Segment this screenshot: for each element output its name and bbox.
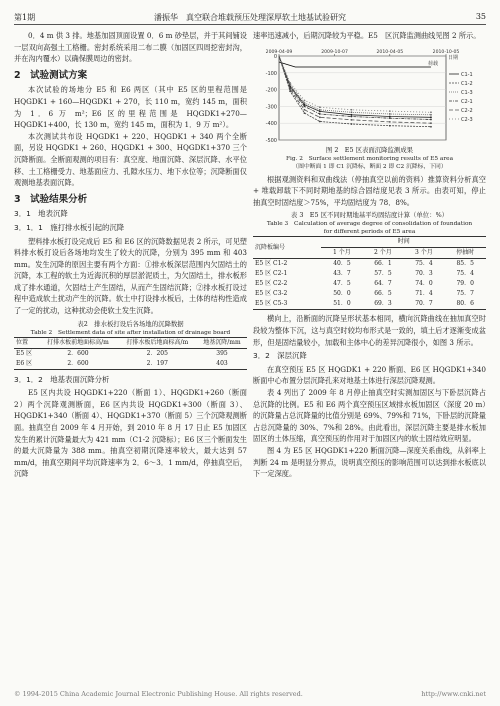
y-tick-label: -300 [265,103,277,110]
running-title: 潘振华 真空联合堆载预压处理深厚软土地基试验研究 [154,13,346,22]
footer [14,690,486,698]
data-point [304,99,306,101]
section-3-1-1-paragraph: 塑料排水板打设完成后 E5 和 E6 区的沉降数据见表 2 所示，可见塑料排水板打设后各场地均发生了较大的沉降，分别为 395 mm 和 403 mm。发生沉降的原因主要有两个方面：①排水板深层范围内欠固结土的沉降，本工程的软土为近海沉积的厚层淤泥质土，为欠固结土，排水板形成了排水通道，欠固结土产生固结，从而产生固结沉降；②排水板打设过程中造成软土扰动产生的沉降。软土中打设排水板后，土体的结构性造成了一定的扰动，这种扰动会使软土发生沉降。 [14,236,247,316]
after-figure-paragraph: 根据观测资料和双曲线法（停抽真空以前的资料）推算资料分析真空 + 堆载卸载下不同时期地基的综合固结度见表 3 所示。由表可知，停止抽真空时固结度＞75%，平均固结度为 78．8%。 [253,174,486,207]
data-point [389,113,391,115]
section-2-heading: 2 试验测试方案 [14,69,88,81]
table-cell: 2．197 [146,359,168,367]
data-point [389,124,391,126]
table-cell: 2．205 [146,349,168,357]
table-3-header: 停抽时 [456,249,475,257]
table-3-group-row [253,237,486,248]
load-annotation: 荷载 [428,60,439,67]
table-3-caption-en-2: for different periods of E5 area [323,229,416,236]
table-3-header: 2 个月 [374,249,392,257]
table-3-group-header: 时间 [321,237,486,248]
section-3-2-paragraph-3: 图 4 为 E5 区 HQGDK1+220 断面沉降—深度关系曲线，从斜率上判断 24 m 是明显分界点，说明真空预压的影响范围可以达到排水板底以下一定深度。 [253,445,486,479]
data-point [351,123,353,125]
data-point [319,113,321,115]
data-point [351,119,353,121]
right-column [253,30,486,480]
data-point [351,113,353,115]
page-number: 35 [475,12,486,21]
table-cell: 47．5 [333,280,351,288]
data-point [304,105,306,107]
data-point [389,110,391,112]
table-cell: 395 [216,349,228,357]
legend-label: C2-1 [461,98,473,105]
table-cell: 57．5 [374,270,392,278]
section-3-1-heading: 3．1 地表沉降 [14,209,68,219]
data-point [304,102,306,104]
legend-label: C1-2 [461,80,473,87]
legend-label: C2-3 [461,116,473,123]
section-3-1-1-heading: 3．1．1 施打排水板引起的沉降 [14,222,125,232]
table-2-header: 地基沉降/mm [203,338,241,346]
table-cell: 66．1 [374,260,392,268]
x-tick-label: 2010-04-05 [376,49,404,55]
table-cell: E5 区 C5-3 [255,300,288,308]
data-point [319,108,321,110]
table-3-header: 1 个月 [333,249,351,257]
section-3-2-paragraph-2: 表 4 列出了 2009 年 8 月停止抽真空时实测加固区与下卧层沉降占总沉降的比例。E5 和 E6 两个真空预压区域排水板加固区（深度 20 m）的沉降量占总沉降量的比值分别是 69%、79%和 71%，下卧层的沉降量占总沉降量的 30%、7%和 28%。由此看出，深层沉降主要是排水板加固区的土体压缩，真空预压的作用对于加固区内的软土固结效应明显。 [253,387,486,444]
legend-label: C1-1 [461,71,473,78]
data-point [319,116,321,118]
table-cell: 71．4 [415,290,433,298]
table-row [14,348,247,359]
series-line-c2-1 [279,56,431,120]
table-2-header-row [14,337,247,348]
section-3-1-2-paragraph: E5 区内共设 HQGDK1+220（断面 1）、HQGDK1+260（断面 2）两个沉降观测断面，E6 区内共设 HQGDK1+300（断面 3）、HQGDK1+340（断面 4）、HQGDK1+370（断面 5）三个沉降观测断面。抽真空自 2009 年 4 月开始，到 2010 年 8 月 17 日止 E5 加固区发生的累计沉降量最大为 421 mm（C1-2 沉降标）；E6 区三个断面发生的最大沉降量为 388 mm。抽真空初期沉降速率较大，最大达到 57 mm/d，抽真空期间平均沉降速率为 2．6～3．1 mm/d，停抽真空后，沉降 [14,388,247,479]
data-point [389,117,391,119]
data-point [389,115,391,117]
table-row [253,259,486,270]
section-2-paragraph-1: 本次试验的场地分 E5 和 E6 两区（其中 E5 区的里程范围是 HQGDK1 + 160—HQGDK1 + 270，长 110 m，宽约 145 m，面积为 1．6 万 m²；E6 区的里程范围是 HQGDK1+270—HQGDK1+400，长 130 m，宽约 145 m，面积为 1．9 万 m²）。 [14,85,247,130]
table-row [253,289,486,299]
y-tick-label: -400 [265,120,277,127]
y-tick-label: -200 [265,87,277,94]
right-top-paragraph: 速率迅速减小，后期沉降较为平稳。E5 区沉降监测曲线见图 2 所示。 [253,31,481,40]
table-cell: 70．3 [415,270,433,278]
figure-2-chart [253,42,486,146]
figure-2-caption: 图 2 E5 区表面沉降监测成果 [325,145,414,154]
data-point [430,116,432,118]
data-point [430,118,432,120]
plot-frame [279,56,446,140]
legend-label: C2-2 [461,107,473,114]
issue-number: 第1期 [14,13,36,22]
table-3-header: 3 个月 [415,249,433,257]
table-3-caption: 表 3 E5 区不同时期地基平均固结度计算（单位：%） [290,211,449,220]
x-tick-label: 2009-10-07 [321,49,348,55]
copyright-text: © 1994-2015 China Academic Journal Electronic Publishing House. All rights reserved. [14,690,303,698]
lateral-settlement-paragraph: 横向上，沿断面的沉降呈形状基本相同，横向沉降曲线在抽加真空时段较为整体下沉，这与真空时较均布形式是一致的，填土后才逐渐变成盆形，但是固结量较小，加载和主体中心的差异沉降很小，如图 3 所示。 [253,314,486,347]
x-tick-label: 2009-04-09 [265,49,293,55]
table-2-header: 打排水板前地面标高/m [47,338,109,346]
figure-2-caption-note: （图中断面 1 即 C1 沉降标，断面 2 即 C2 沉降标，下同） [292,163,447,170]
data-point [389,121,391,123]
table-3-caption-en: Table 3 Calculation of average degree of consolidation of foundation [266,221,473,228]
table-cell: 2．600 [67,359,89,367]
intro-paragraph: 0．4 m 供 3 排。地基加固顶面设置 0．6 m 砂垫层，并于其间铺设一层双向高强土工格栅。密封系统采用二布二膜（加固区四周挖密封沟，并在沟内覆水）以确保膜周边的密封。 [14,31,247,64]
data-point [319,106,321,108]
table-cell: 80．6 [456,300,474,308]
table-2-caption-en: Table 2 Settlement data of site after installation of drainage board [30,329,231,336]
section-3-2-heading: 3．2 深层沉降 [253,351,307,361]
table-cell: 69．3 [374,300,392,308]
table-cell: 43．7 [333,270,351,278]
load-line [279,62,431,67]
table-cell: 64．7 [374,280,392,288]
table-cell: 75．4 [415,260,433,268]
data-point [351,111,353,113]
table-cell: 74．0 [415,280,433,288]
data-point [304,112,306,114]
table-cell: 40．5 [333,260,351,268]
table-row [253,279,486,289]
date-annotation: 日期 [448,54,459,61]
table-2-header: 位置 [16,338,29,346]
x-tick-label: 2010-10-05 [432,49,460,55]
table-cell: 66．5 [374,290,392,298]
table-cell: 51．0 [333,300,351,308]
table-cell: E5 区 [16,349,33,357]
table-row [253,299,486,310]
table-2-caption: 表2 排水板打设后各场地的沉降数据 [77,319,184,328]
table-3-header: 沉降板编号 [255,243,286,251]
table-cell: 75．4 [456,270,474,278]
table-cell: 75．7 [456,290,474,298]
table-cell: E5 区 C2-1 [255,270,288,278]
series-line-c2-3 [279,56,431,112]
section-2-paragraph-2: 本次测试共布设 HQGDK1 + 220、HQGDK1 + 340 两个全断面，另设 HQGDK1 + 260、HQGDK1 + 300、HQGDK1+370 三个沉降断面。全断面观测的项目有：真空度、地面沉降、深层沉降、水平位移、土工格栅受力、地基面应力、孔隙水压力、地下水位等；沉降断面仅观测地基表面沉降。 [14,131,247,188]
table-cell: 50．0 [333,290,351,298]
section-3-heading: 3 试验结果分析 [14,193,88,205]
legend-label: C1-3 [461,89,473,96]
data-point [289,88,291,90]
data-point [430,122,432,124]
table-cell: E5 区 C2-2 [255,280,288,288]
data-point [351,115,353,117]
table-cell: 85．5 [456,260,474,268]
table-3 [253,236,486,310]
y-tick-label: 0 [273,53,277,60]
table-cell: 70．7 [415,300,433,308]
data-point [430,113,432,115]
section-3-2-paragraph-1: 在真空预压 E5 区 HQGDK1 + 220 断面、E6 区 HQGDK1+340 断面中心布置分层沉降孔来对地基土体进行深层沉降观测。 [253,364,486,386]
data-point [319,120,321,122]
table-cell: E5 区 C1-2 [255,260,288,268]
table-cell: 79．0 [456,280,474,288]
data-point [430,111,432,113]
table-cell: E5 区 C3-2 [255,290,288,298]
site-url: http://www.cnki.net [421,690,486,698]
section-3-1-2-heading: 3．1．2 地基表面沉降分析 [14,374,110,384]
table-2-header: 打排水板后地面标高/m [126,338,189,346]
series-line-c1-1 [279,56,431,117]
table-2 [14,337,247,370]
figure-2-caption-en: Fig. 2 Surface settlement monitoring results of E5 area [285,155,454,162]
data-point [289,82,291,84]
y-tick-label: -100 [265,70,277,77]
series-line-c1-2 [279,56,431,127]
table-cell: 2．600 [67,349,89,357]
table-cell: 403 [216,359,228,367]
y-tick-label: -500 [265,137,277,144]
table-row [253,269,486,279]
running-header [14,10,486,25]
settlement-chart-svg [253,42,486,146]
table-cell: E6 区 [16,359,33,367]
data-point [304,108,306,110]
data-point [430,125,432,127]
left-column [14,30,247,480]
data-point [351,108,353,110]
table-row [14,359,247,370]
data-point [319,110,321,112]
